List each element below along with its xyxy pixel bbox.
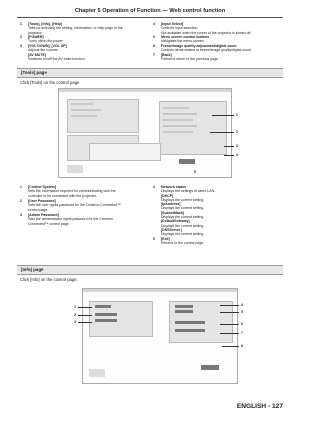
item-number: 1 — [20, 22, 22, 26]
item-desc: Displays the current setting. — [161, 232, 205, 237]
list-item — [20, 35, 150, 44]
callout-3: 3 — [74, 320, 76, 324]
item-title: [DefaultGateway] — [161, 219, 190, 224]
callout-leader — [220, 324, 239, 325]
item-desc: Displays the settings of wired LAN. — [161, 189, 216, 194]
callout-leader — [210, 132, 234, 133]
screenshot-topbar — [59, 89, 231, 92]
item-desc: Sets the administrator rights password for the Crestron — [28, 217, 113, 222]
callout-leader — [224, 155, 234, 156]
status-row — [163, 113, 197, 115]
callout-2: 2 — [74, 313, 76, 317]
item-desc: Navigates the menu screen. — [161, 39, 205, 44]
callout-2: 2 — [236, 130, 238, 134]
tools-left-item-list — [20, 185, 150, 230]
item-number: 5 — [153, 236, 155, 241]
item-number: 5 — [153, 35, 155, 39]
item-title: Freeze/image quality adjustment/digital zoom — [161, 44, 237, 48]
item-title: [Input Select] — [161, 22, 184, 26]
status-row — [163, 125, 197, 127]
tools-right-item-list — [153, 185, 283, 255]
right-item-list — [153, 22, 283, 62]
item-number: 4 — [153, 185, 155, 189]
callout-leader — [78, 322, 92, 323]
callout-leader — [224, 146, 234, 147]
logo-mark — [89, 369, 105, 377]
list-item — [153, 35, 283, 44]
item-number: 1 — [20, 185, 22, 189]
left-item-list — [20, 22, 150, 62]
setting-row — [71, 103, 93, 105]
info-page-screenshot — [82, 288, 238, 384]
callout-4: 4 — [236, 153, 238, 157]
status-field — [175, 305, 193, 308]
item-desc: Displays the current setting. — [161, 223, 205, 228]
callout-leader — [78, 307, 92, 308]
item-desc: Displays the current setting. — [161, 215, 205, 220]
network-status-panel — [159, 101, 227, 155]
callout-leader — [212, 115, 234, 116]
item-title: [DNSServer] — [161, 228, 182, 232]
callout-leader — [78, 315, 92, 316]
info-field — [95, 305, 111, 308]
callout-leader — [222, 346, 239, 347]
logo-mark — [67, 165, 83, 173]
item-title: [Control System] — [28, 185, 57, 189]
status-field — [175, 321, 205, 324]
callout-3: 3 — [236, 144, 238, 148]
item-title: [User Password] — [28, 199, 56, 203]
callout-4: 4 — [241, 303, 243, 307]
callout-1: 1 — [74, 305, 76, 309]
callout-5: 5 — [194, 170, 196, 174]
item-desc: Controls items related to freeze/image quality/digital zoom. — [161, 48, 252, 53]
page-number: ENGLISH - 127 — [236, 403, 283, 410]
item-title: [Admin Password] — [28, 213, 59, 217]
section-title: [Tools] page — [21, 70, 47, 76]
exit-button[interactable] — [201, 365, 219, 370]
item-desc: controller to be connected with the projector. — [28, 193, 97, 198]
section-heading-info — [17, 265, 283, 275]
list-item — [153, 53, 283, 62]
callout-leader — [220, 333, 239, 334]
item-title: [Tools], [Info], [Help] — [28, 22, 62, 26]
item-desc: Tabs for selecting the setting, information, or help page of the — [28, 26, 123, 31]
tools-page-screenshot — [58, 88, 232, 178]
item-title: [SubnetMask] — [161, 210, 184, 215]
list-item — [20, 53, 150, 62]
status-row — [163, 131, 193, 133]
list-item — [20, 185, 150, 198]
item-desc: Turns off/on the power. — [28, 39, 64, 44]
status-field — [175, 310, 193, 313]
item-number: 2 — [20, 35, 22, 39]
callout-leader — [220, 305, 239, 306]
callout-8: 8 — [241, 344, 243, 348]
item-number: 4 — [153, 22, 155, 26]
list-item — [153, 237, 283, 246]
section-intro: Click [Tools] on the control page. — [20, 80, 81, 85]
info-field — [95, 313, 117, 316]
item-title: [DHCP] — [161, 193, 174, 198]
list-item — [20, 213, 150, 226]
callout-6: 6 — [241, 322, 243, 326]
item-title: [AV MUTE] — [28, 52, 46, 57]
item-title: [IpAddress] — [161, 202, 181, 207]
item-desc: Sets the user rights password for the Crestron Connected™ — [28, 203, 121, 208]
exit-button[interactable] — [179, 159, 195, 164]
info-field — [95, 319, 117, 322]
item-number: 2 — [20, 199, 22, 203]
screenshot-topbar — [83, 289, 237, 292]
item-number: 3 — [20, 213, 22, 217]
item-number: 6 — [153, 44, 155, 48]
callout-1: 1 — [236, 113, 238, 117]
chapter-heading: Chapter 5 Operation of Function — Web control function — [74, 8, 226, 14]
item-desc: projector. — [28, 30, 43, 35]
callout-leader — [220, 312, 239, 313]
item-desc: Not available when the power of the projector is turned off. — [161, 30, 252, 35]
item-desc: Switches on/off the AV mute function. — [28, 56, 86, 61]
item-desc: Displays the current setting. — [161, 197, 205, 202]
list-item — [20, 199, 150, 212]
item-desc: Controls input selection. — [161, 26, 199, 31]
item-title: [Back] — [161, 52, 172, 57]
item-title: Menu screen control buttons — [161, 35, 210, 39]
item-desc: Connected™ control page. — [28, 221, 70, 226]
section-title: [Info] page — [21, 267, 44, 273]
list-item — [153, 22, 283, 35]
setting-row — [71, 115, 97, 117]
section-intro: Click [Info] on the control page. — [20, 277, 78, 282]
item-number: 3 — [20, 44, 22, 48]
setting-row — [71, 109, 101, 111]
item-desc: control page. — [28, 207, 49, 212]
status-row — [163, 107, 189, 109]
item-number: 7 — [153, 52, 155, 57]
callout-7: 7 — [241, 331, 243, 335]
item-title: [VOL DOWN], [VOL UP] — [28, 44, 67, 48]
item-title: [Exit] — [161, 236, 170, 241]
list-item — [20, 22, 150, 34]
item-desc: Adjusts the volume. — [28, 48, 59, 53]
item-desc: Displays the current setting. — [161, 206, 205, 211]
item-desc: Returns to the control page. — [161, 240, 205, 245]
password-input-area — [89, 143, 161, 161]
item-title: Network status — [161, 185, 187, 189]
item-desc: Sets the information required for communicating with the — [28, 189, 116, 194]
status-field — [175, 329, 205, 332]
item-desc: Performs return to the previous page. — [161, 56, 219, 61]
callout-5: 5 — [241, 310, 243, 314]
status-row — [163, 119, 193, 121]
header-rule — [17, 17, 283, 18]
item-title: [POWER] — [28, 35, 44, 39]
section-heading-tools — [17, 68, 283, 78]
